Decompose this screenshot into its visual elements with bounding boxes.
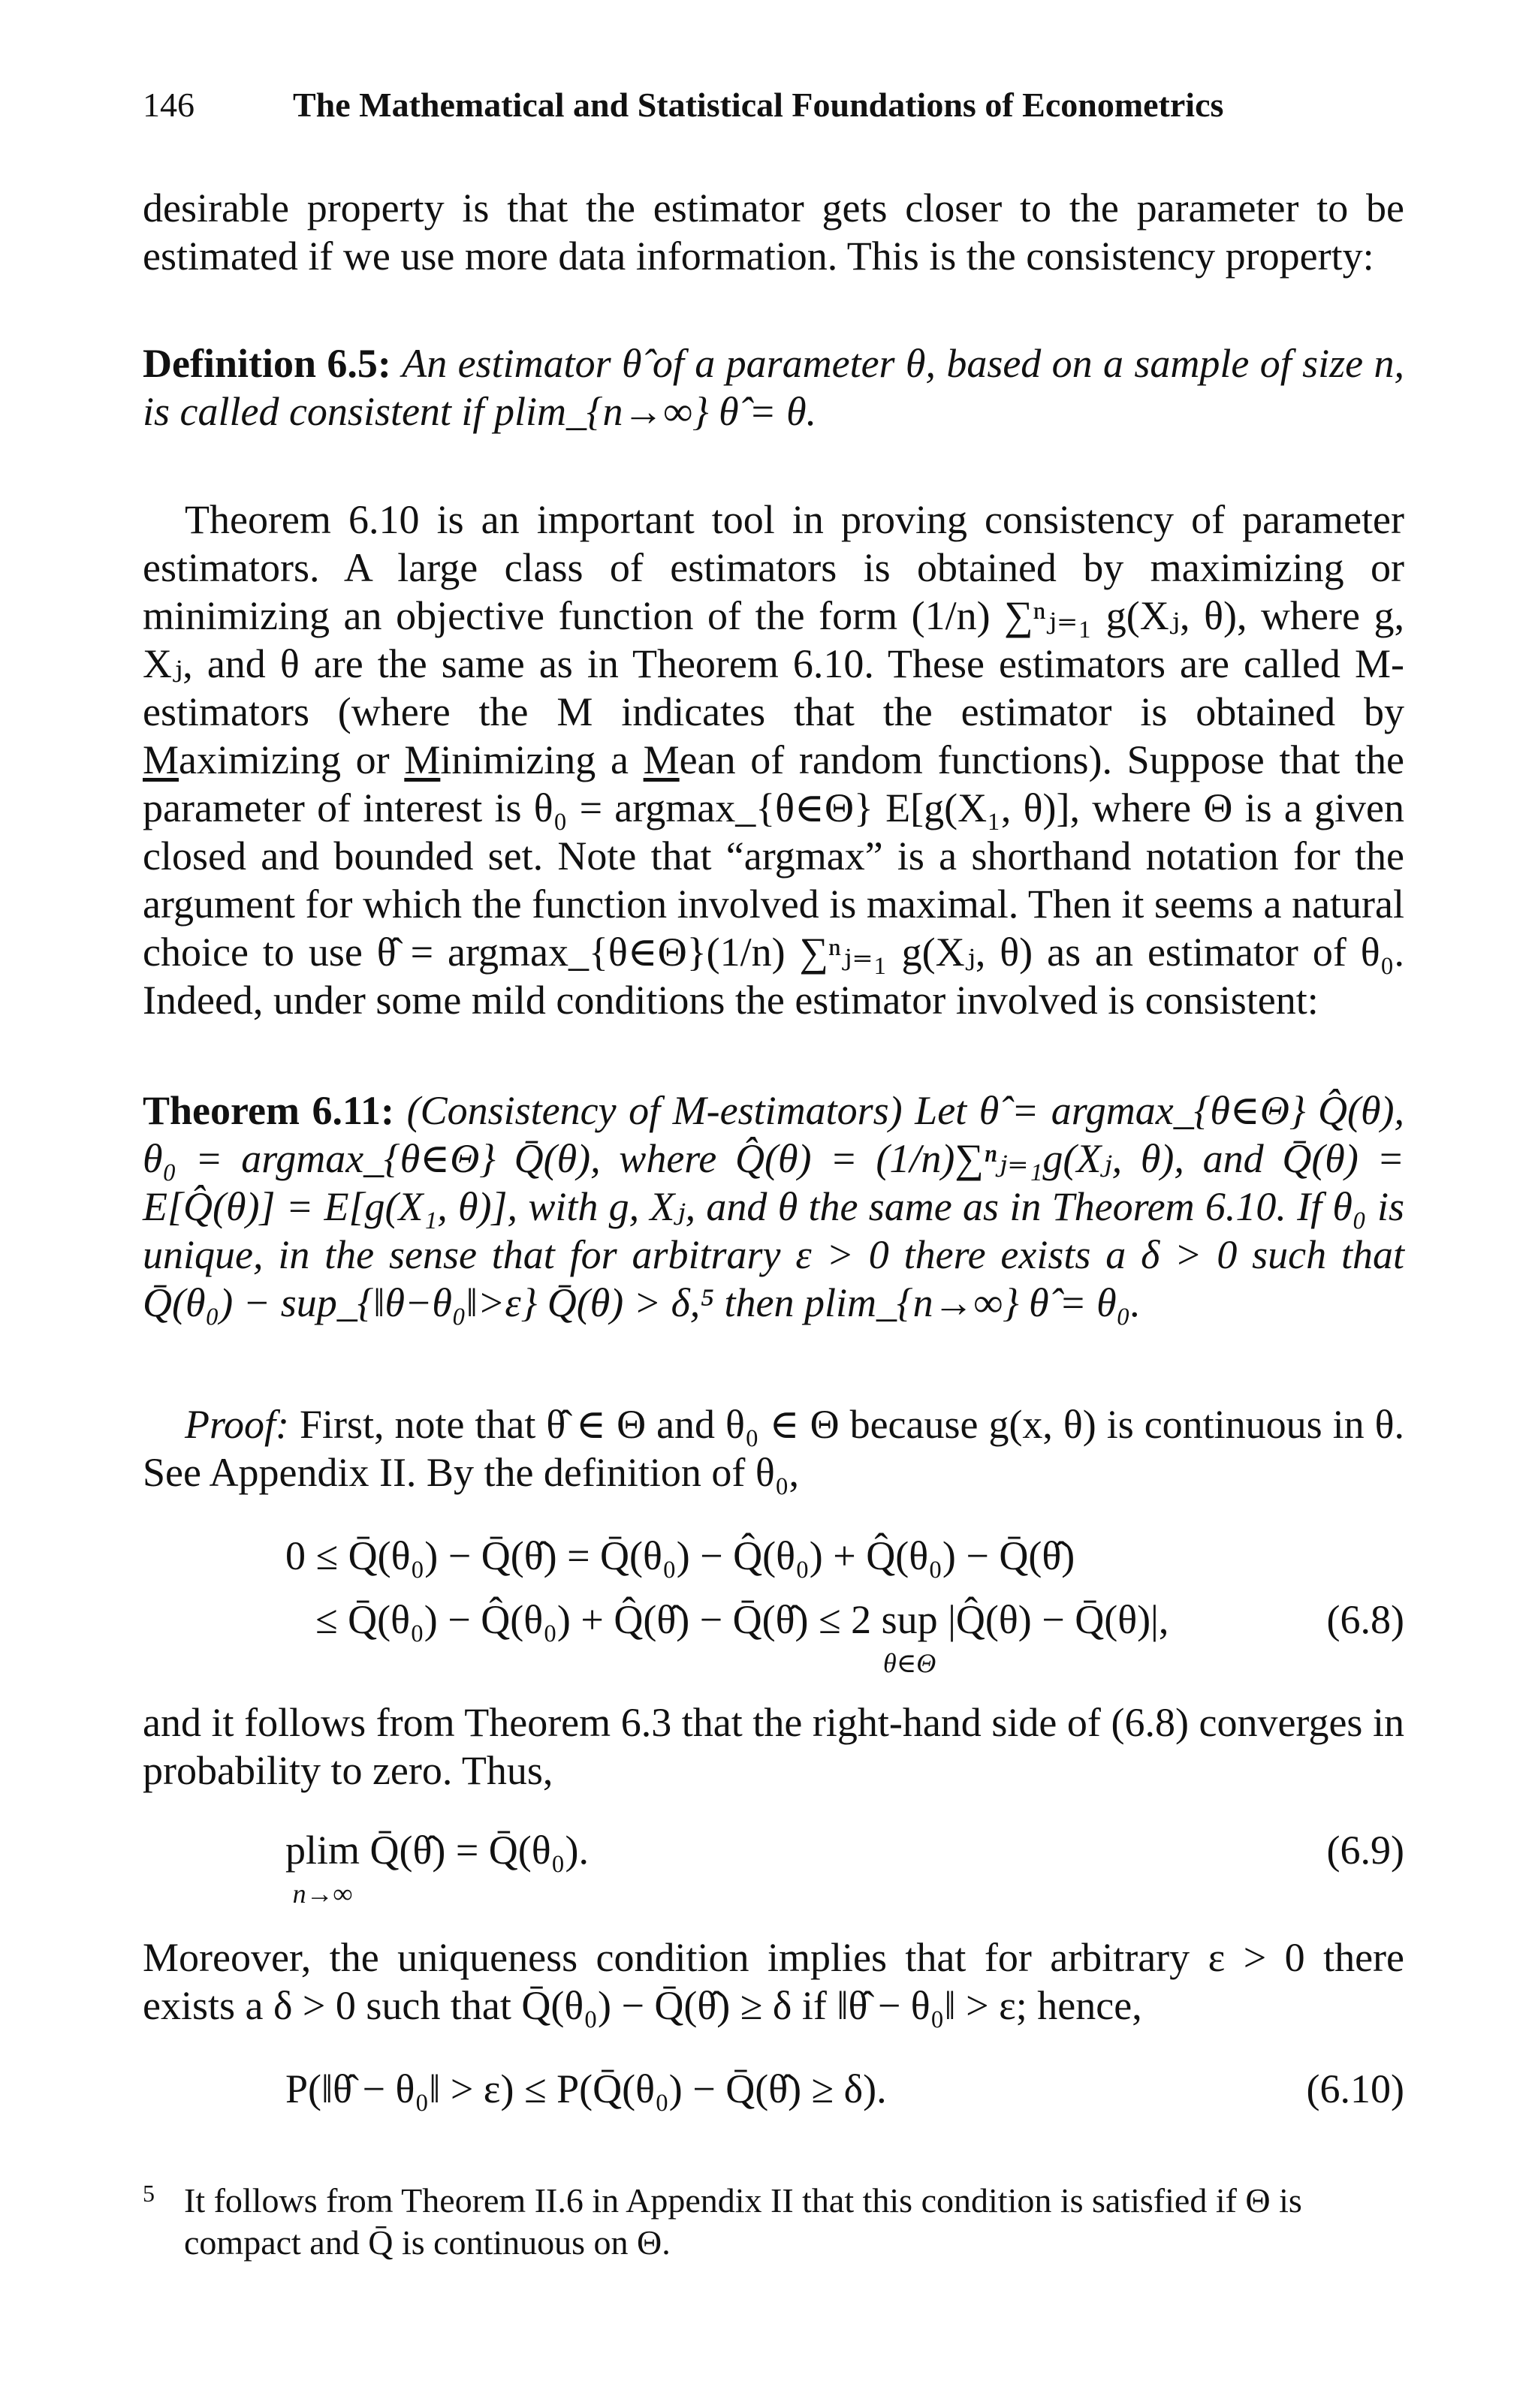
after-6-8-paragraph: and it follows from Theorem 6.3 that the right-hand side of (6.8) converges in probability to zero. Thus,: [143, 1700, 1404, 1793]
theorem-label: Theorem 6.11:: [143, 1088, 395, 1133]
equation-number-6-8: (6.8): [1326, 1597, 1404, 1642]
definition-6-5: [143, 339, 1404, 435]
plim-subscript: n→∞: [292, 1879, 353, 1909]
moreover-paragraph: Moreover, the uniqueness condition implies that for arbitrary ε > 0 there exists a δ > 0 such that Q̄(θ₀) − Q̄(θ̂) ≥ δ if ‖θ̂ − θ₀‖ > ε; hence,: [143, 1935, 1404, 2028]
theorem-text: (Consistency of M-estimators) Let θ̂ = argmax_{θ∈Θ} Q̂(θ), θ₀ = argmax_{θ∈Θ} Q̄(θ), where Q̂(θ) = (1/n)∑ⁿⱼ₌₁g(Xⱼ, θ), and Q̄(θ) = E[Q̂(θ)] = E[g(X₁, θ)], with g, Xⱼ, and θ the same as in Theorem 6.10. If θ₀ is unique, in the sense that for arbitrary ε > 0 there exists a δ > 0 such that Q̄(θ₀) − sup_{‖θ−θ₀‖>ε} Q̄(θ) > δ,⁵ then plim_{n→∞} θ̂ = θ₀.: [143, 1088, 1405, 1325]
m-estimator-paragraph: [143, 496, 1404, 1024]
equation-6-9: [285, 1826, 1404, 1909]
equation-number-6-10: (6.10): [1306, 2066, 1404, 2111]
page-number: 146: [143, 86, 195, 124]
eq68-line2-right: |Q̂(θ) − Q̄(θ)|,: [948, 1597, 1169, 1642]
equation-6-8-line-1: 0 ≤ Q̄(θ₀) − Q̄(θ̂) = Q̄(θ₀) − Q̂(θ₀) + Q̂(θ₀) − Q̄(θ̂): [285, 1533, 1075, 1578]
para-text-4: ean of random functions). Suppose that the parameter of interest is θ₀ = argmax_{θ∈Θ} E[g(X₁, θ)], where Θ is a given closed and bounded set. Note that “argmax” is a shorthand notation for the argument for which the function involved is maximal. Then it seems a natural choice to use θ̂ = argmax_{θ∈Θ}(1/n) ∑ⁿⱼ₌₁ g(Xⱼ, θ) as an estimator of θ₀. Indeed, under some mild conditions the estimator involved is consistent:: [143, 737, 1404, 1023]
proof-text: First, note that θ̂ ∈ Θ and θ₀ ∈ Θ because g(x, θ) is continuous in θ. See Appendix II. By the definition of θ₀,: [143, 1402, 1404, 1495]
underlined-m-3: M: [643, 737, 680, 782]
running-title: The Mathematical and Statistical Foundations of Econometrics: [293, 86, 1224, 124]
underlined-m-2: M: [404, 737, 441, 782]
equation-6-10: P(‖θ̂ − θ₀‖ > ε) ≤ P(Q̄(θ₀) − Q̄(θ̂) ≥ δ).: [285, 2066, 887, 2111]
plim-word: plim: [285, 1828, 360, 1873]
eq69-rest: Q̄(θ̂) = Q̄(θ₀).: [369, 1828, 589, 1873]
definition-text: An estimator θ̂ of a parameter θ, based on a sample of size n, is called consistent if plim_{n→∞} θ̂ = θ.: [143, 341, 1404, 434]
eq68-line2-left: ≤ Q̄(θ₀) − Q̂(θ₀) + Q̂(θ̂) − Q̄(θ̂) ≤ 2: [315, 1597, 872, 1642]
theorem-6-11: [143, 1086, 1404, 1327]
definition-label: Definition 6.5:: [143, 341, 391, 386]
proof-paragraph: [143, 1400, 1404, 1496]
equation-6-8-line-2: [315, 1596, 1434, 1678]
para-text-1: Theorem 6.10 is an important tool in proving consistency of parameter estimators. A large class of estimators is obtained by maximizing or minimizing an objective function of the form (1/n) ∑ⁿⱼ₌₁ g(Xⱼ, θ), where g, Xⱼ, and θ are the same as in Theorem 6.10. These estimators are called M-estimators (where the M indicates that the estimator is obtained by: [143, 497, 1404, 734]
intro-paragraph: desirable property is that the estimator gets closer to the parameter to be estimated if we use more data information. This is the consistency property:: [143, 185, 1404, 279]
sup-word: sup: [881, 1597, 938, 1642]
sup-subscript: θ∈Θ: [882, 1648, 936, 1678]
plim-operator: [285, 1826, 360, 1909]
equation-number-6-9: (6.9): [1326, 1828, 1404, 1873]
sup-operator: [881, 1596, 938, 1678]
footnote-mark: 5: [143, 2180, 155, 2207]
proof-label: Proof:: [185, 1402, 289, 1447]
para-text-3: inimizing a: [440, 737, 644, 782]
footnote-text: It follows from Theorem II.6 in Appendix II that this condition is satisfied if Θ is compact and Q̄ is continuous on Θ.: [184, 2181, 1302, 2262]
underlined-m-1: M: [143, 737, 179, 782]
para-text-2: aximizing or: [179, 737, 405, 782]
